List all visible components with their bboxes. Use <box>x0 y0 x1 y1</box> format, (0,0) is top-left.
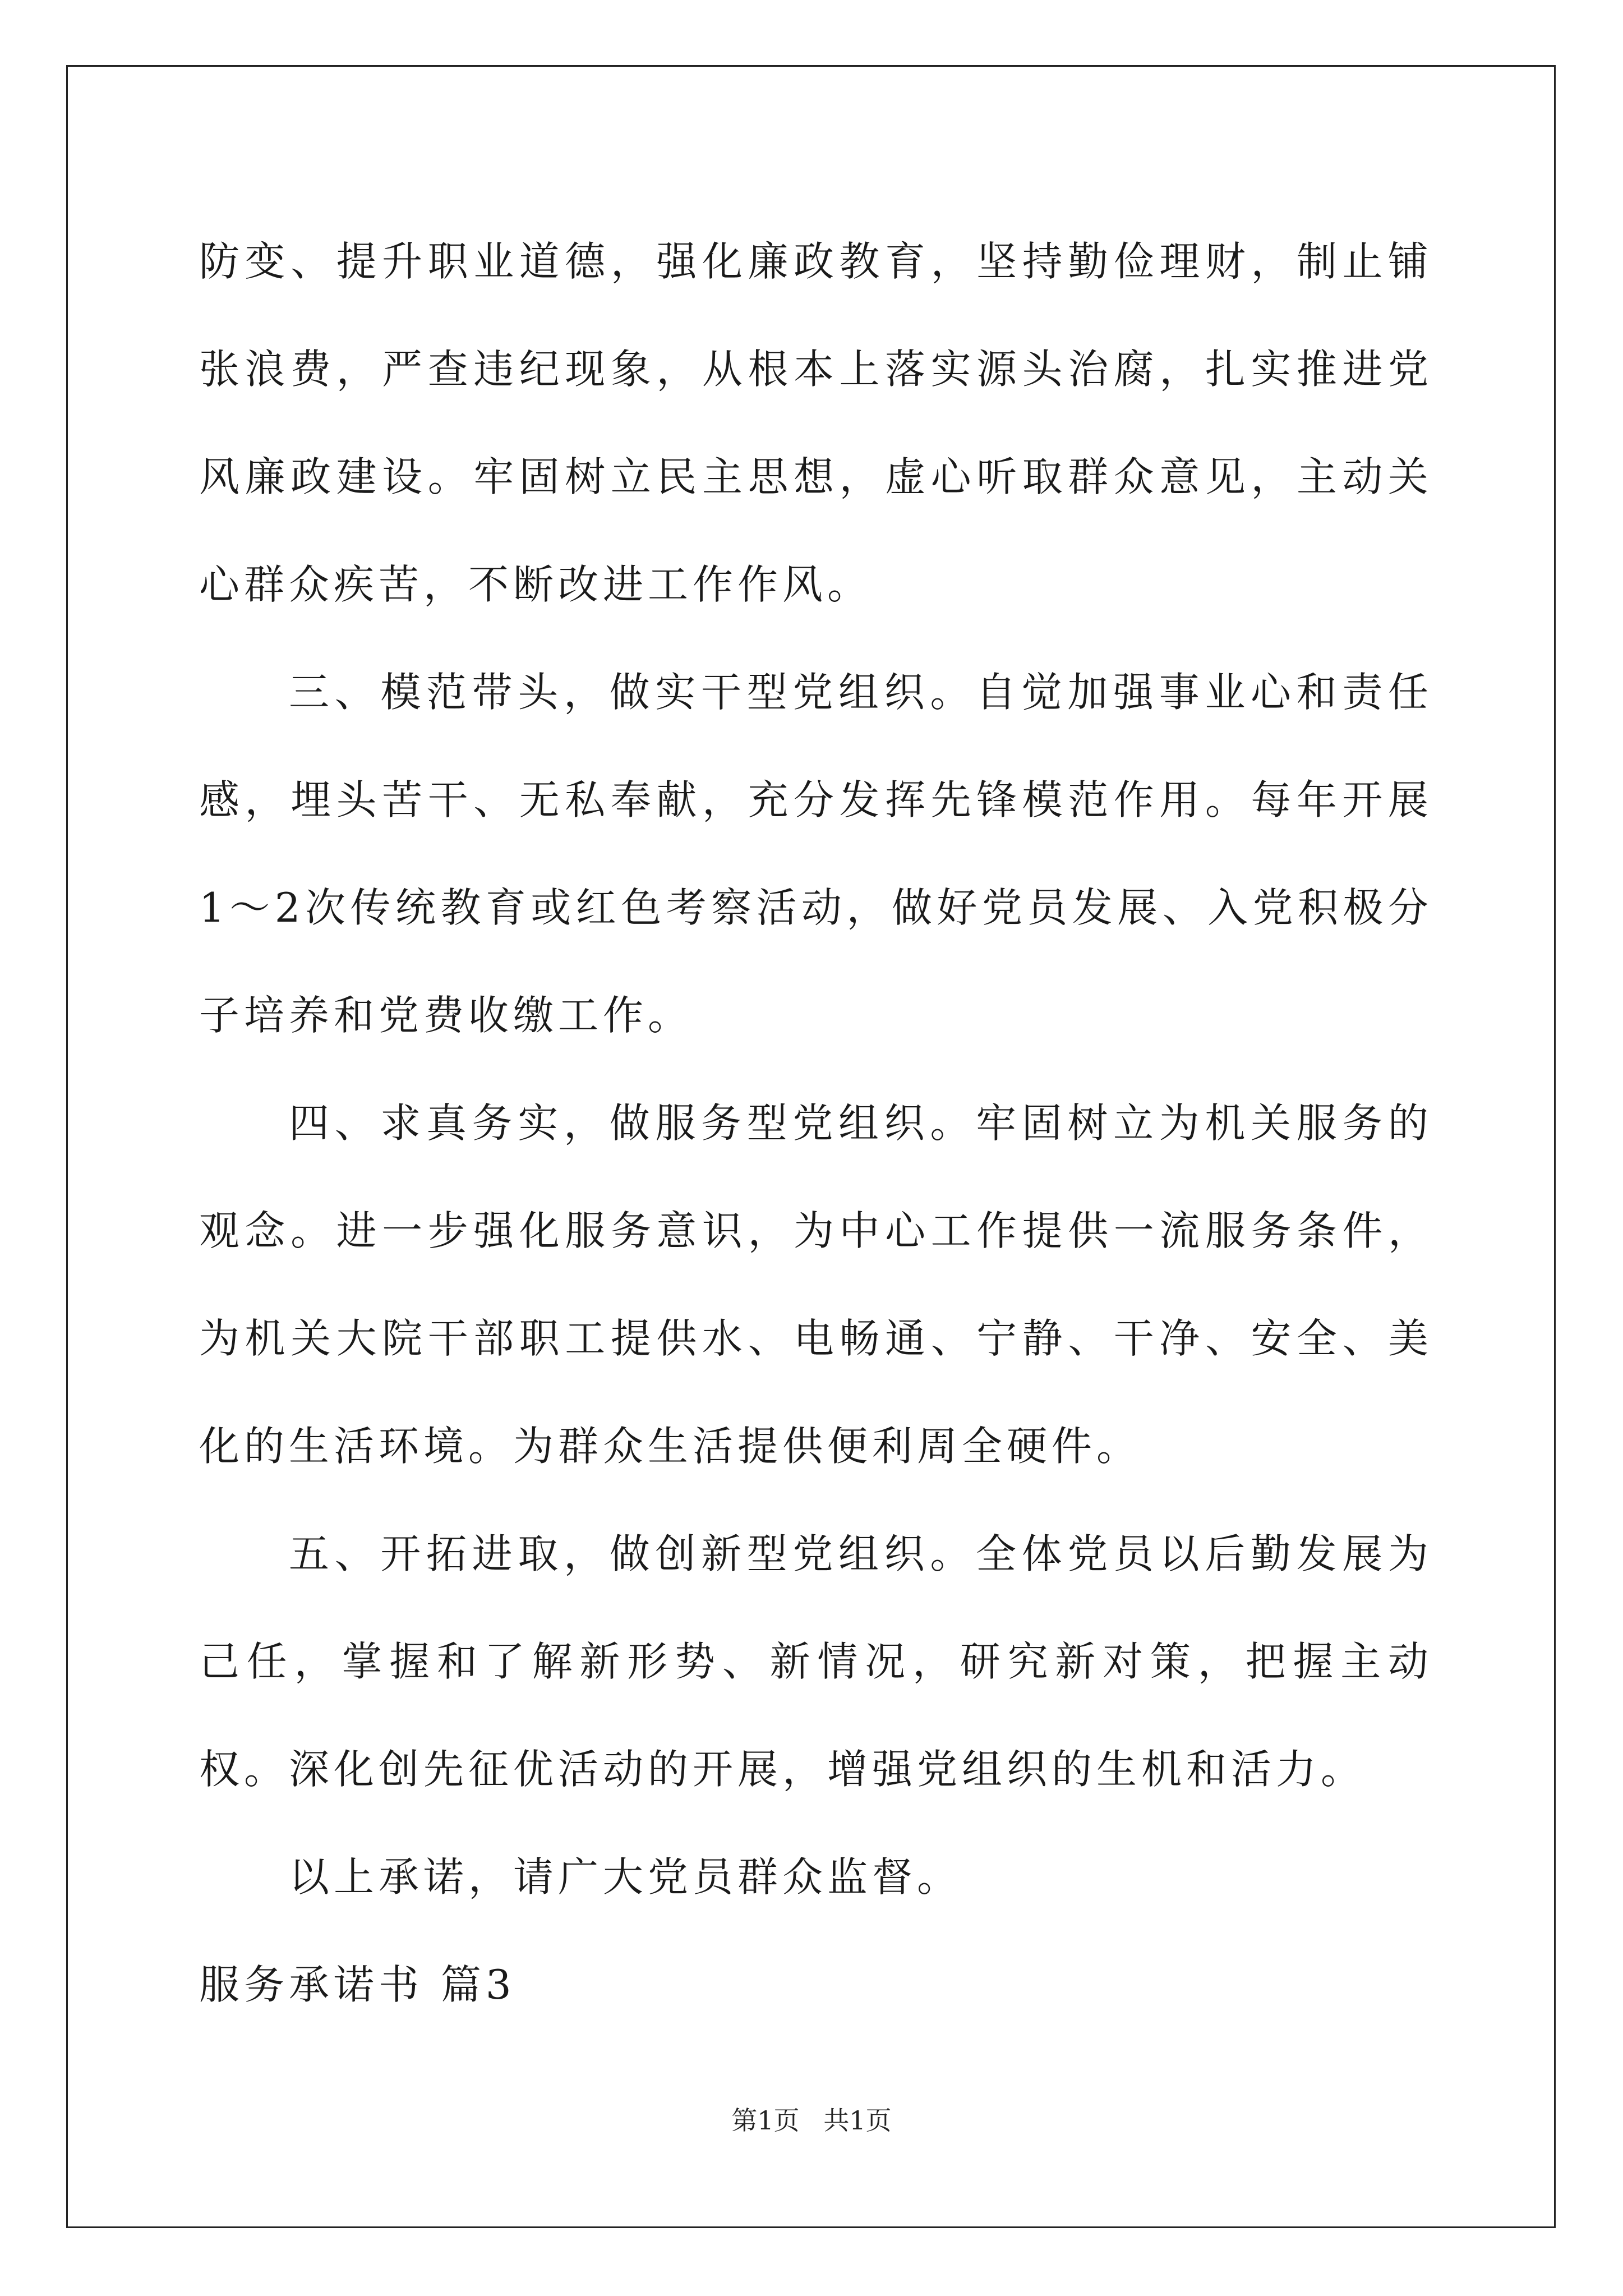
page-number: 第1页 <box>731 2105 800 2136</box>
paragraph-1: 防变、提升职业道德，强化廉政教育，坚持勤俭理财，制止铺张浪费，严查违纪现象，从根本上落实源头治腐，扎实推进党风廉政建设。牢固树立民主思想，虚心听取群众意见，主动关心群众疾苦，不断改进工作作风。 <box>199 238 1433 608</box>
page-footer <box>0 2100 1623 2137</box>
paragraph-3: 四、求真务实，做服务型党组织。牢固树立为机关服务的观念。进一步强化服务意识，为中心工作提供一流服务条件，为机关大院干部职工提供水、电畅通、宁静、干净、安全、美化的生活环境。为群众生活提供便利周全硬件。 <box>199 1099 1433 1470</box>
section-heading: 服务承诺书 篇3 <box>199 1961 516 2008</box>
paragraph-4: 五、开拓进取，做创新型党组织。全体党员以后勤发展为己任，掌握和了解新形势、新情况，研究新对策，把握主动权。深化创先征优活动的开展，增强党组织的生机和活力。 <box>199 1530 1433 1793</box>
paragraph-2: 三、模范带头，做实干型党组织。自觉加强事业心和责任感，埋头苦干、无私奉献，充分发挥先锋模范作用。每年开展1～2次传统教育或红色考察活动，做好党员发展、入党积极分子培养和党费收缴工作。 <box>199 669 1433 1039</box>
page-total: 共1页 <box>823 2105 892 2136</box>
document-body <box>199 208 1433 2039</box>
paragraph-5: 以上承诺，请广大党员群众监督。 <box>289 1853 962 1901</box>
